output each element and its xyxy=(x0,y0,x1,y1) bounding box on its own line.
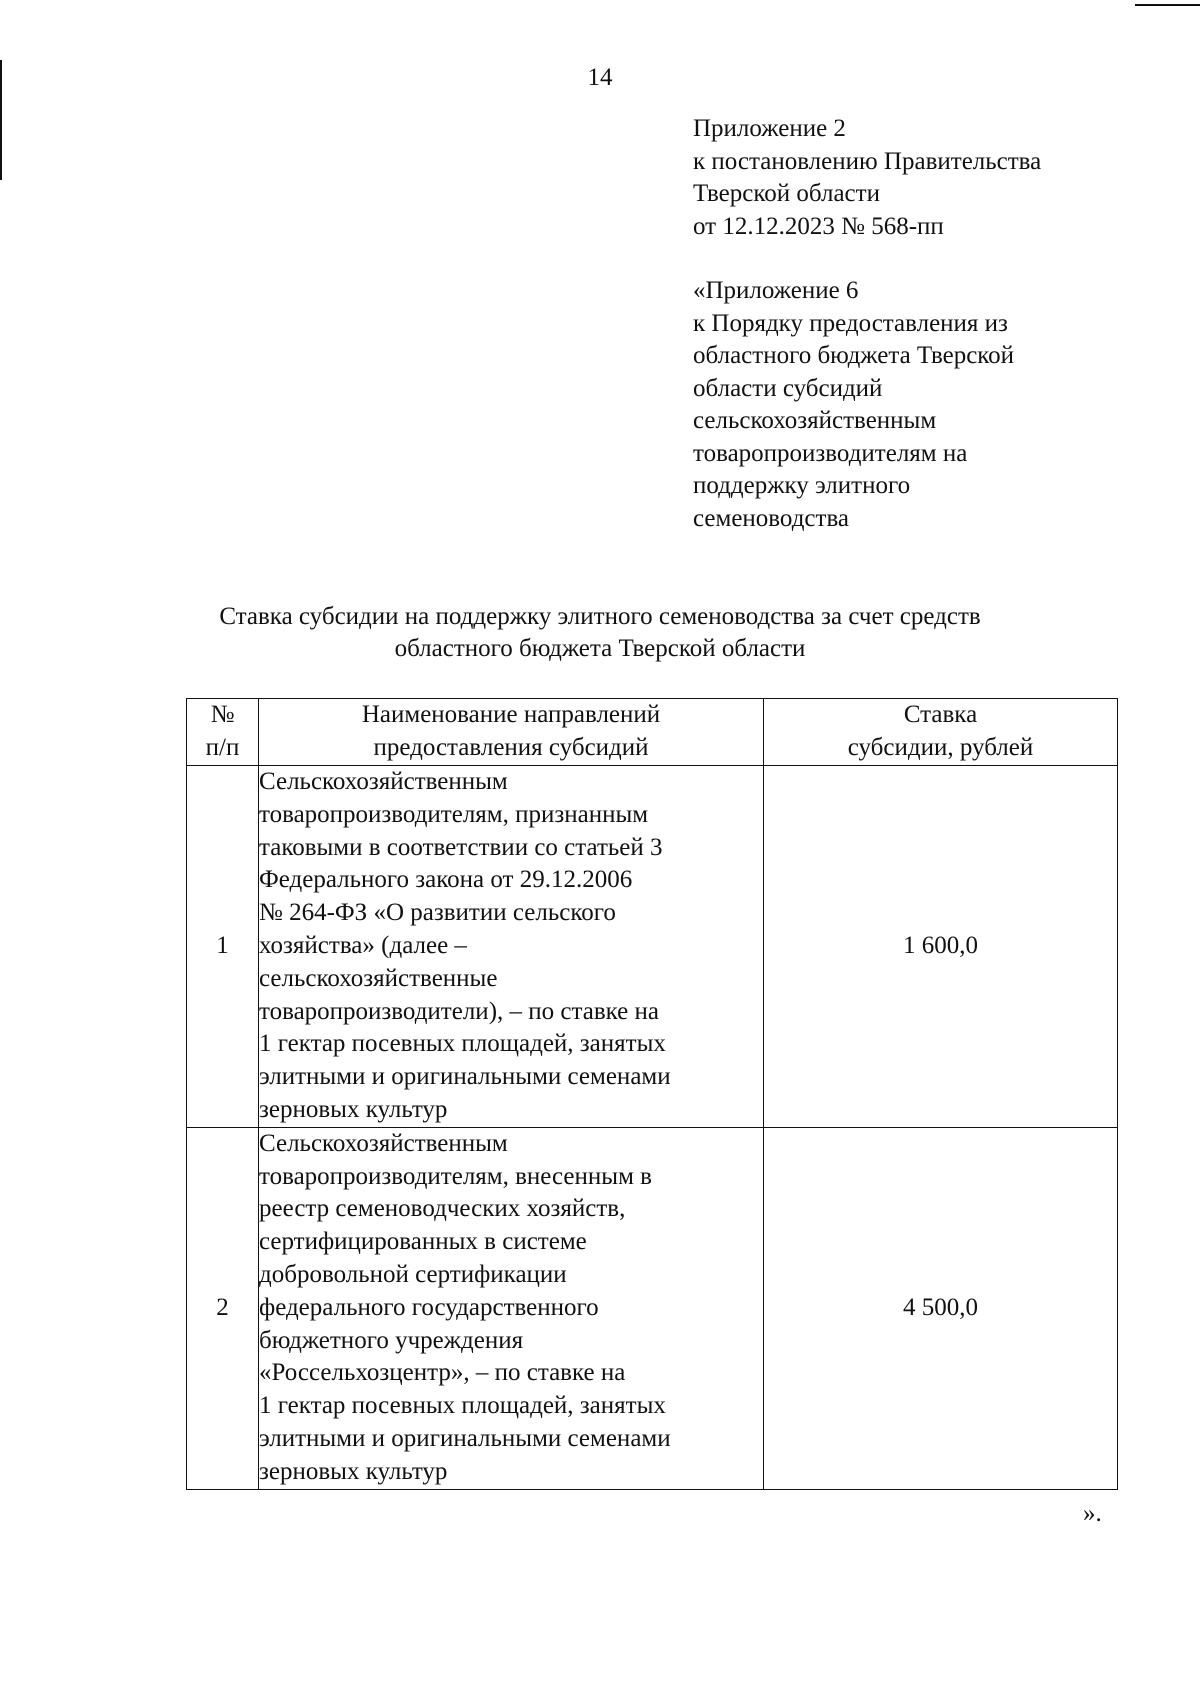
inner-appendix-line: семеноводства xyxy=(693,504,850,532)
description-line: хозяйства» (далее – xyxy=(259,931,467,959)
row-rate: 1 600,0 xyxy=(764,766,1118,1128)
description-line: элитными и оригинальными семенами xyxy=(259,1063,671,1091)
page-number: 14 xyxy=(587,64,613,91)
inner-appendix-line: областного бюджета Тверской xyxy=(693,342,1015,369)
appendix-header xyxy=(693,113,1041,243)
description-line: Федерального закона от 29.12.2006 xyxy=(259,866,633,894)
table-row xyxy=(187,766,1118,1128)
subsidy-rate-table xyxy=(186,698,1118,1490)
header-name xyxy=(259,699,764,766)
header-rate xyxy=(764,699,1118,766)
description-line: зерновых культур xyxy=(259,1457,448,1485)
header-name-line: Наименование направлений xyxy=(361,701,661,729)
appendix-header-line: Приложение 2 xyxy=(693,115,846,142)
description-line: товаропроизводителям, внесенным в xyxy=(259,1162,652,1190)
description-line: товаропроизводителям, признанным xyxy=(259,800,649,828)
appendix-header-line: Тверской области xyxy=(693,180,880,207)
description-line: Сельскохозяйственным xyxy=(259,1129,508,1157)
document-title xyxy=(150,601,1050,665)
description-line: добровольной сертификации xyxy=(259,1260,567,1288)
description-line: сельскохозяйственные xyxy=(259,964,498,992)
scan-edge-mark-top-right xyxy=(1135,4,1200,6)
document-title-line: областного бюджета Тверской области xyxy=(394,635,806,662)
table-row xyxy=(187,1127,1118,1489)
header-name-line: предоставления субсидий xyxy=(373,734,649,761)
inner-appendix-line: «Приложение 6 xyxy=(693,277,859,304)
description-line: Сельскохозяйственным xyxy=(259,768,508,795)
closing-quote-mark: ». xyxy=(1083,1500,1102,1527)
appendix-header-line: к постановлению Правительства xyxy=(693,147,1042,175)
row-description xyxy=(259,1127,764,1489)
inner-appendix-line: поддержку элитного xyxy=(693,472,911,499)
header-num-line: № xyxy=(210,701,235,729)
inner-appendix-line: товаропроизводителям на xyxy=(693,439,968,467)
inner-appendix-header xyxy=(693,275,1014,535)
description-line: № 264-ФЗ «О развитии сельского xyxy=(259,899,616,927)
header-rate-line: Ставка xyxy=(903,701,978,729)
description-line: «Россельхозцентр», – по ставке на xyxy=(259,1359,626,1387)
header-num xyxy=(187,699,259,766)
description-line: федерального государственного xyxy=(259,1293,599,1321)
header-rate-line: субсидии, рублей xyxy=(847,734,1034,761)
appendix-header-line: от 12.12.2023 № 568-пп xyxy=(693,212,944,240)
table-header-row xyxy=(187,699,1118,766)
description-line: реестр семеноводческих хозяйств, xyxy=(259,1195,626,1223)
description-line: товаропроизводители), – по ставке на xyxy=(259,997,659,1025)
row-number: 1 xyxy=(187,766,259,1128)
header-num-line: п/п xyxy=(205,734,240,761)
row-rate: 4 500,0 xyxy=(764,1127,1118,1489)
row-number: 2 xyxy=(187,1127,259,1489)
document-title-line: Ставка субсидии на поддержку элитного семеноводства за счет средств xyxy=(219,603,981,630)
description-line: сертифицированных в системе xyxy=(259,1228,587,1256)
inner-appendix-line: сельскохозяйственным xyxy=(693,407,937,434)
inner-appendix-line: к Порядку предоставления из xyxy=(693,309,1008,337)
description-line: бюджетного учреждения xyxy=(259,1326,524,1354)
description-line: элитными и оригинальными семенами xyxy=(259,1424,671,1452)
inner-appendix-line: области субсидий xyxy=(693,374,883,402)
description-line: 1 гектар посевных площадей, занятых xyxy=(259,1030,666,1058)
description-line: 1 гектар посевных площадей, занятых xyxy=(259,1392,666,1420)
description-line: таковыми в соответствии со статьей 3 xyxy=(259,833,663,861)
description-line: зерновых культур xyxy=(259,1095,448,1123)
row-description xyxy=(259,766,764,1128)
